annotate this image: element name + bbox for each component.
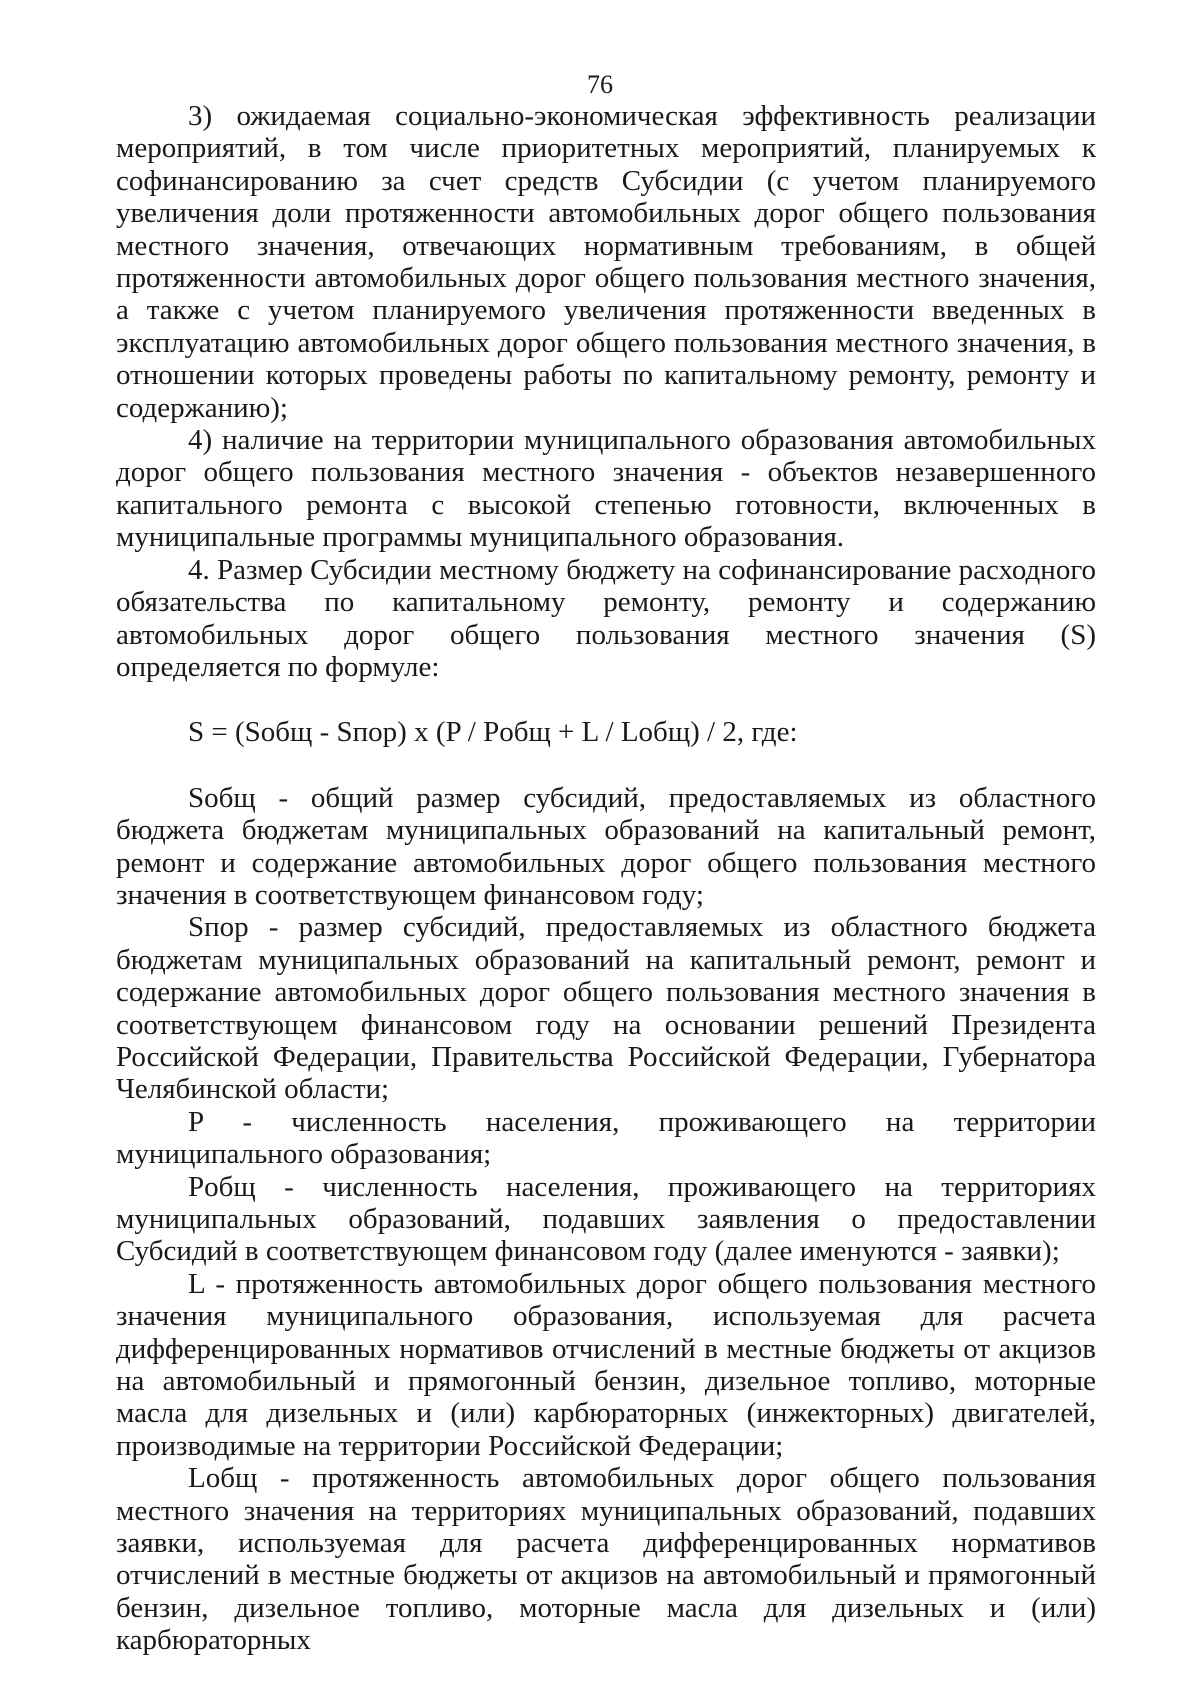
definition-p: P - численность населения, проживающего на территории муниципального образования;	[116, 1105, 1096, 1171]
definition-p-total: Pобщ - численность населения, проживающего на территориях муниципальных образований, подавших заявления о предоставлении Субсидий в соответствующем финансовом году (далее именуются - заявки);	[116, 1170, 1096, 1268]
page-number: 76	[587, 70, 613, 99]
paragraph-item-3: 3) ожидаемая социально-экономическая эффективность реализации мероприятий, в том числе приоритетных мероприятий, планируемых к софинансированию за счет средств Субсидии (с учетом планируемого увеличения доли протяженности автомобильных дорог общего пользования местного значения, отвечающих нормативным требованиям, в общей протяженности автомобильных дорог общего пользования местного значения, а также с учетом планируемого увеличения протяженности введенных в эксплуатацию автомобильных дорог общего пользования местного значения, в отношении которых проведены работы по капитальному ремонту, ремонту и содержанию);	[116, 100, 1096, 424]
paragraph-section-4: 4. Размер Субсидии местному бюджету на софинансирование расходного обязательства по капитальному ремонту, ремонту и содержанию автомобильных дорог общего пользования местного значения (S) определяется по формуле:	[116, 553, 1096, 683]
definition-l: L - протяженность автомобильных дорог общего пользования местного значения муниципального образования, используемая для расчета дифференцированных нормативов отчислений в местные бюджеты от акцизов на автомобильный и прямогонный бензин, дизельное топливо, моторные масла для дизельных и (или) карбюраторных (инжекторных) двигателей, производимые на территории Российской Федерации;	[116, 1267, 1096, 1462]
definition-s-order: Sпор - размер субсидий, предоставляемых из областного бюджета бюджетам муниципальных образований на капитальный ремонт, ремонт и содержание автомобильных дорог общего пользования местного значения в соответствующем финансовом году на основании решений Президента Российской Федерации, Правительства Российской Федерации, Губернатора Челябинской области;	[116, 911, 1096, 1106]
formula: S = (Sобщ - Sпор) x (P / Pобщ + L / Lобщ) / 2, где:	[188, 716, 798, 749]
paragraph-item-4: 4) наличие на территории муниципального образования автомобильных дорог общего пользования местного значения - объектов незавершенного капитального ремонта с высокой степенью готовности, включенных в муниципальные программы муниципального образования.	[116, 424, 1096, 554]
document-body	[116, 100, 1096, 1657]
definition-s-total: Sобщ - общий размер субсидий, предоставляемых из областного бюджета бюджетам муниципальных образований на капитальный ремонт, ремонт и содержание автомобильных дорог общего пользования местного значения в соответствующем финансовом году;	[116, 781, 1096, 911]
definition-l-total: Lобщ - протяженность автомобильных дорог общего пользования местного значения на территориях муниципальных образований, подавших заявки, используемая для расчета дифференцированных нормативов отчислений в местные бюджеты от акцизов на автомобильный и прямогонный бензин, дизельное топливо, моторные масла для дизельных и (или) карбюраторных	[116, 1462, 1096, 1657]
